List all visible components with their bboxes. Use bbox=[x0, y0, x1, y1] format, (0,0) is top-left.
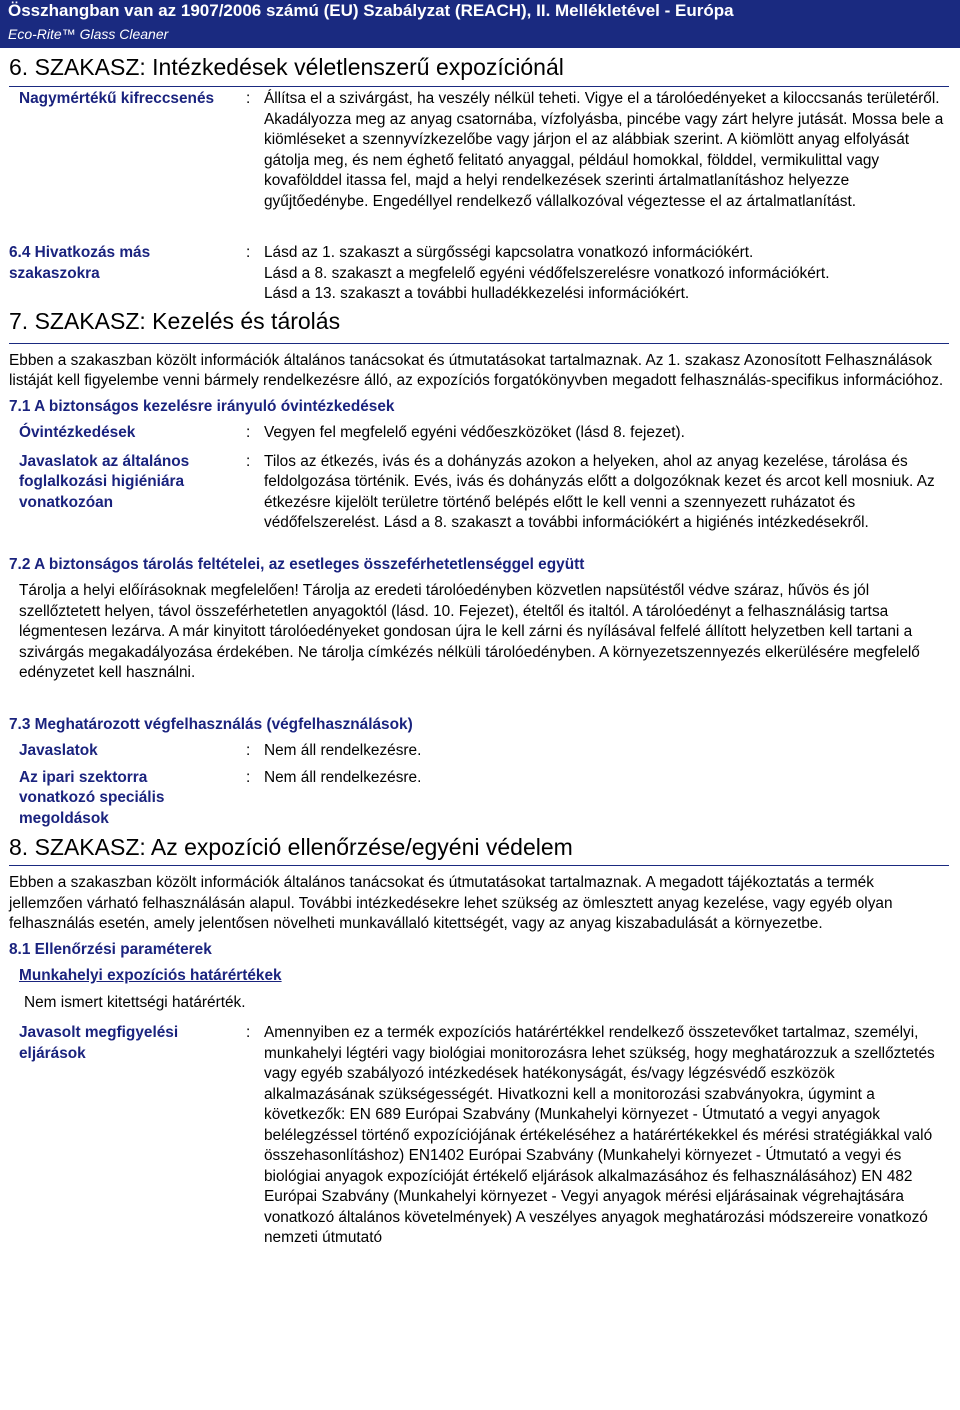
hygiene-label: Javaslatok az általános foglalkozási higiéniára vonatkozóan bbox=[19, 452, 190, 511]
section-7-intro: Ebben a szakaszban közölt információk általános tanácsokat és útmutatásokat tartalmaznak. Az 1. szakasz Azonosított Felhasználások listáját kell figyelembe venni bármely rendelkezésre álló, az expozíciós forgatókönyvben megadott felhasználás-specifikus információhoz. bbox=[9, 351, 944, 389]
colon: : bbox=[246, 768, 251, 786]
section-7-title: 7. SZAKASZ: Kezelés és tárolás bbox=[9, 307, 341, 334]
spill-text: Állítsa el a szivárgást, ha veszély nélkül teheti. Vigye el a tárolóedényeket a kiloccsanás területéről. Akadályozza meg az anyag csatornába, vízfolyásba, pincébe vagy zárt helyre jutását. Mossa bele a kiömléseket a szennyvízkezelőbe vagy járjon el az alábbiak szerint. A kiömlött anyag elfolyását gátolja meg, és nem éghető felitató anyaggal, például homokkal, földdel, vermikulittal vagy kovafölddel itassa fel, majd a helyi rendelkezések szerinti ártalmatlanításhoz helyezze gyűjtőedénybe. Engedéllyel rendelkező vállalkozóval végeztesse el az ártalmatlanítást. bbox=[264, 90, 944, 210]
monitoring-text: Amennyiben ez a termék expozíciós határértékkel rendelkező összetevőket tartalmaz, személyi, munkahelyi légtéri vagy biológiai monitorozásra lehet szükség, hogy meghatározzuk a szellőztetés vagy egyéb szabályozó intézkedések hatékonyságát, és/vagy légzésvédő eszközök alkalmazásának szükségességét. Hivatkozni kell a monitorozási szabványokra, úgymint a következők: EN 689 Európai Szabvány (Munkahelyi környezet - Útmutató a vegyi anyagok belélegzéssel történő expozíciójának értékeléséhez a határértékekkel és mérési stratégiákkal való összehasonlításhoz) EN1402 Európai Szabvány (Munkahelyi környezet - Útmutató a vegyi és biológiai anyagok expozícióját értékelő eljárások alkalmazásához és felhasználásához) EN 482 Európai Szabvány (Munkahelyi környezet - Vegyi anyagok mérési eljárásainak végrehajtására vonatkozó általános követelmények) A veszélyes anyagok meghatározási módszereire vonatkozó nemzeti útmutató bbox=[264, 1024, 935, 1246]
subsection-7-3-title: 7.3 Meghatározott végfelhasználás (végfelhasználások) bbox=[9, 715, 413, 733]
section-8-intro: Ebben a szakaszban közölt információk általános tanácsokat és útmutatásokat tartalmaznak. A megadott tájékoztatás a termék jellemzően várható felhasználásán alapul. További intézkedésekre lehet szükség az ömlesztett anyag kezelése, vagy egyéb olyan felhasználás esetén, amely jelentősen növelheti munkavállaló kitettségét, vagy az anyag kiszabadulását a környezetbe. bbox=[9, 874, 893, 932]
reference-line: Lásd a 8. szakaszt a megfelelő egyéni védőfelszerelésre vonatkozó információkért. bbox=[264, 264, 830, 282]
colon: : bbox=[246, 452, 251, 470]
industrial-label: Az ipari szektorra vonatkozó speciális megoldások bbox=[19, 768, 165, 827]
colon: : bbox=[246, 244, 251, 261]
recommendations-label: Javaslatok bbox=[19, 742, 98, 759]
section-8-title: 8. SZAKASZ: Az expozíció ellenőrzése/egyéni védelem bbox=[9, 834, 573, 860]
monitoring-label: Javasolt megfigyelési eljárások bbox=[19, 1024, 179, 1062]
hygiene-text: Tilos az étkezés, ivás és a dohányzás azokon a helyeken, ahol az anyag kezelése, tárolása és feldolgozása történik. Evés, ivás és dohányzás előtt a dolgozóknak kezet és arcot kell mosniuk. Az étkezésre kijelölt területre történő belépés előtt le kell venni a szennyezett ruházatot és védőfelszerelést. Lásd a 8. szakaszt a további információkért a higiénés intézkedésekről. bbox=[264, 452, 935, 531]
reference-label: 6.4 Hivatkozás más szakaszokra bbox=[9, 244, 151, 282]
section-8-divider bbox=[9, 865, 949, 866]
reference-line: Lásd az 1. szakaszt a sürgősségi kapcsolatra vonatkozó információkért. bbox=[264, 244, 754, 261]
industrial-text: Nem áll rendelkezésre. bbox=[264, 768, 422, 786]
precautions-text: Vegyen fel megfelelő egyéni védőeszközöket (lásd 8. fejezet). bbox=[264, 424, 685, 441]
section-7-divider bbox=[9, 343, 949, 344]
subsection-7-1-title: 7.1 A biztonságos kezelésre irányuló óvintézkedések bbox=[9, 397, 395, 415]
oel-text: Nem ismert kitettségi határérték. bbox=[24, 993, 246, 1011]
subsection-7-2-title: 7.2 A biztonságos tárolás feltételei, az esetleges összeférhetetlenséggel együtt bbox=[9, 555, 585, 573]
product-name: Eco-Rite™ Glass Cleaner bbox=[0, 22, 960, 48]
colon: : bbox=[246, 424, 251, 441]
section-6-divider bbox=[9, 86, 949, 87]
subsection-8-1-title: 8.1 Ellenőrzési paraméterek bbox=[9, 940, 212, 958]
colon: : bbox=[246, 90, 251, 107]
colon: : bbox=[246, 742, 251, 759]
regulation-header: Összhangban van az 1907/2006 számú (EU) Szabályzat (REACH), II. Mellékletével - Európa bbox=[0, 0, 960, 22]
colon: : bbox=[246, 1024, 251, 1041]
precautions-label: Óvintézkedések bbox=[19, 424, 136, 441]
storage-text: Tárolja a helyi előírásoknak megfelelően! Tárolja az eredeti tárolóedényben közvetlen napsütéstől védve száraz, hűvös és jól szellőztetett helyen, távol összeférhetetlen anyagoktól (lásd. 10. Fejezet), ételtől és italtól. A tárolóedényt a felhasználásig tartsa légmentesen lezárva. A már kinyitott tárolóedényeket gondosan újra le kell zárni és nyílásával felfelé állított helyzetben kell tartani a szivárgás megakadályozása érdekében. Ne tárolja címkézés nélküli tárolóedényben. A környezetszennyezés elkerülésére megfelelő edényzetet kell használni. bbox=[19, 582, 920, 681]
section-6-title: 6. SZAKASZ: Intézkedések véletlenszerű expozíciónál bbox=[9, 54, 564, 80]
reference-line: Lásd a 13. szakaszt a további hulladékkezelési információkért. bbox=[264, 285, 690, 302]
oel-title: Munkahelyi expozíciós határértékek bbox=[19, 967, 282, 984]
reference-lines bbox=[264, 243, 960, 305]
recommendations-text: Nem áll rendelkezésre. bbox=[264, 742, 422, 759]
spill-label: Nagymértékű kifreccsenés bbox=[19, 90, 215, 107]
